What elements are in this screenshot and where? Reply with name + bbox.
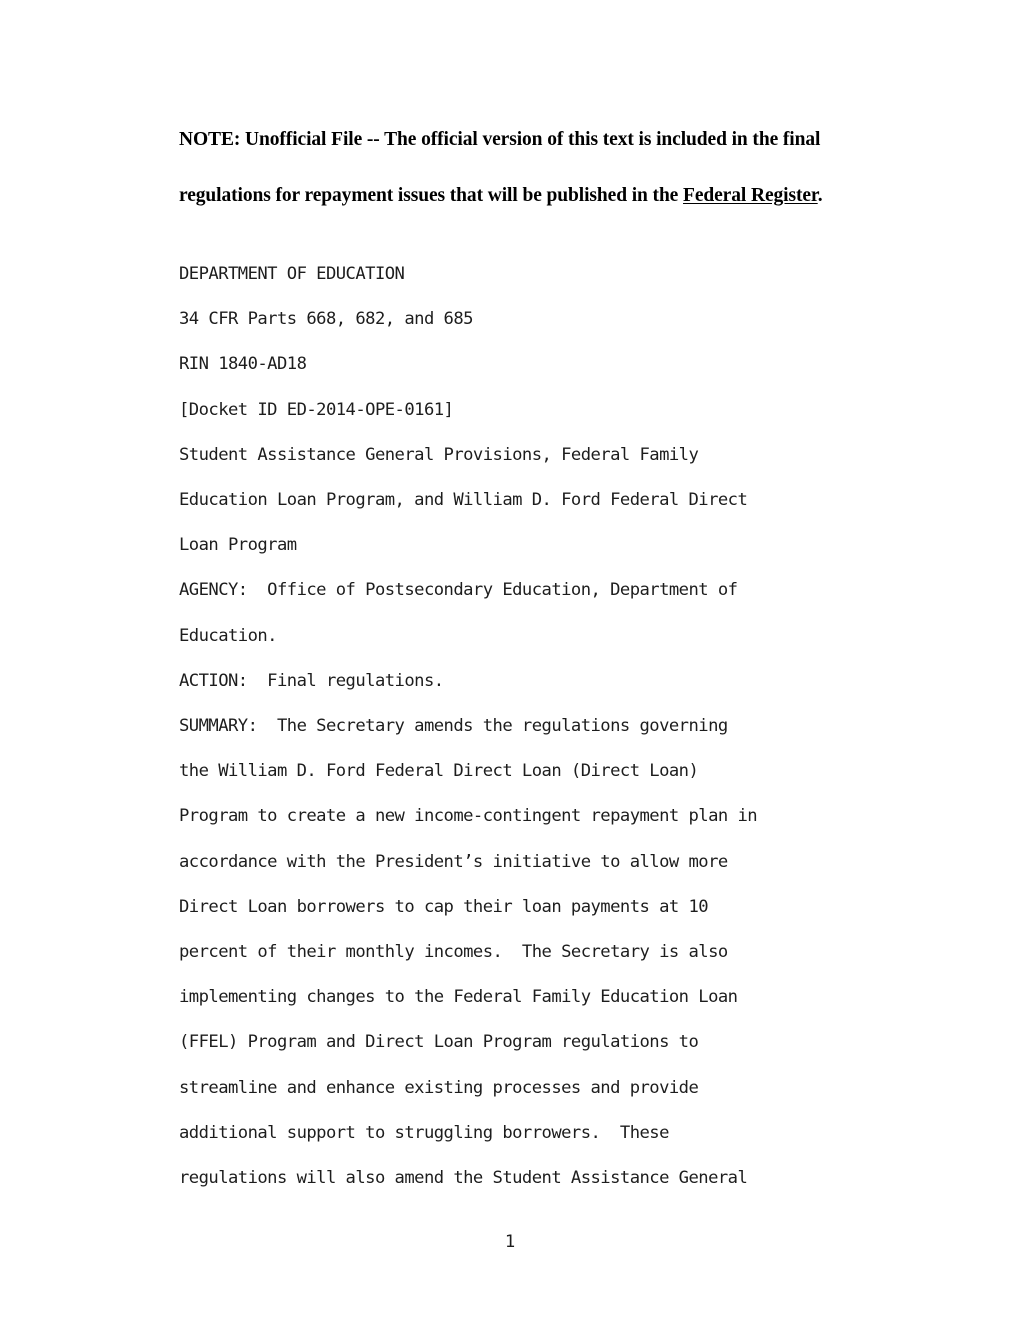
body-line-summary-1: SUMMARY: The Secretary amends the regulations governing — [179, 716, 728, 737]
body-line-summary-6: percent of their monthly incomes. The Secretary is also — [179, 942, 728, 963]
body-line-department: DEPARTMENT OF EDUCATION — [179, 264, 405, 284]
note-header-line-2-period: . — [817, 185, 823, 206]
body-line-summary-2: the William D. Ford Federal Direct Loan (Direct Loan) — [179, 761, 699, 782]
body-line-rin: RIN 1840-AD18 — [179, 354, 307, 375]
note-header-line-1-text: NOTE: Unofficial File -- The official version of this text is included in the final — [179, 129, 821, 150]
body-line-summary-5: Direct Loan borrowers to cap their loan payments at 10 — [179, 896, 709, 917]
body-line-summary-11: regulations will also amend the Student Assistance General — [179, 1168, 748, 1189]
note-header-block — [179, 112, 879, 224]
page-number: 1 — [504, 1232, 516, 1252]
note-header-line-2 — [179, 168, 879, 224]
body-line-summary-8: (FFEL) Program and Direct Loan Program regulations to — [179, 1032, 699, 1053]
body-line-summary-7: implementing changes to the Federal Family Education Loan — [179, 987, 738, 1008]
body-line-agency-1: AGENCY: Office of Postsecondary Education, Department of — [179, 580, 738, 601]
body-line-summary-9: streamline and enhance existing processes and provide — [179, 1077, 699, 1098]
body-line-summary-3: Program to create a new income-contingent repayment plan in — [179, 806, 758, 827]
note-header-line-1 — [179, 112, 879, 168]
body-line-action: ACTION: Final regulations. — [179, 670, 444, 691]
body-line-agency-2: Education. — [179, 625, 277, 646]
body-line-title-3: Loan Program — [179, 535, 297, 556]
body-line-cfr-parts: 34 CFR Parts 668, 682, and 685 — [179, 309, 473, 330]
document-body — [179, 252, 939, 1201]
note-header-line-2-text: regulations for repayment issues that will be published in the — [179, 185, 684, 206]
body-line-title-2: Education Loan Program, and William D. Ford Federal Direct — [179, 490, 748, 511]
body-line-title-1: Student Assistance General Provisions, Federal Family — [179, 444, 699, 465]
body-line-summary-10: additional support to struggling borrowers. These — [179, 1122, 669, 1143]
body-line-summary-4: accordance with the President’s initiative to allow more — [179, 851, 728, 872]
body-line-docket-id: [Docket ID ED-2014-OPE-0161] — [179, 399, 454, 420]
federal-register-reference: Federal Register — [683, 185, 818, 206]
